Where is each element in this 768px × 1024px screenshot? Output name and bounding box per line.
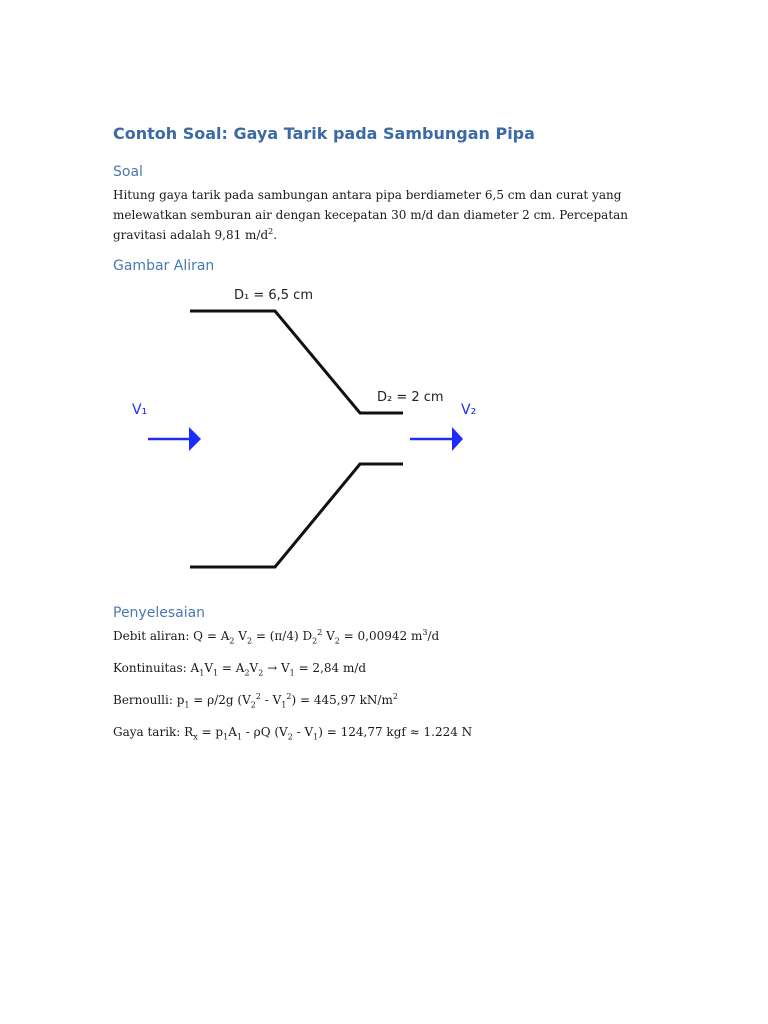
penyelesaian-heading: Penyelesaian bbox=[113, 605, 206, 621]
soal-heading: Soal bbox=[113, 164, 143, 180]
page-title: Contoh Soal: Gaya Tarik pada Sambungan Pipa bbox=[113, 124, 535, 143]
v2-arrow-head bbox=[452, 427, 463, 451]
equation-gaya-tarik: Gaya tarik: $R_x = p_1A_1 - \rho Q$ $(V_2 - V_1) = 124,77$ kgf ≈ 1.224 N bbox=[113, 725, 473, 742]
v1-arrow-head bbox=[189, 427, 201, 451]
soal-line-1: Hitung gaya tarik pada sambungan antara pipa berdiameter 6,5 cm dan curat yang bbox=[113, 188, 622, 202]
pipe-upper-wall bbox=[190, 311, 403, 413]
equation-bernoulli: Bernoulli: $p_1 = \rho/2g$ $(V_2^2 - V_1^2) = 445,97$ $kN/m^2$ bbox=[113, 692, 398, 710]
v1-label: V₁ bbox=[132, 402, 148, 418]
pipe-lower-wall bbox=[190, 464, 403, 567]
equation-debit: Debit aliran: $Q = A_2$ $V_2 = (\pi/4)$ $D_2^2$ $V_2 = 0,00942$ $m^3/d$ bbox=[113, 628, 440, 646]
equation-kontinuitas: Kontinuitas: $A_1V_1 = A_2V_2 \to V_1 = 2,84$ m/d bbox=[113, 661, 367, 678]
soal-line-3: gravitasi adalah 9,81 $m/d^2$. bbox=[113, 227, 278, 242]
gambar-heading: Gambar Aliran bbox=[113, 258, 215, 274]
v2-label: V₂ bbox=[461, 402, 477, 418]
d2-label: D₂ = 2 cm bbox=[377, 390, 444, 405]
d1-label: D₁ = 6,5 cm bbox=[234, 288, 313, 303]
soal-line-2: melewatkan semburan air dengan kecepatan 30 m/d dan diameter 2 cm. Percepatan bbox=[113, 208, 629, 222]
